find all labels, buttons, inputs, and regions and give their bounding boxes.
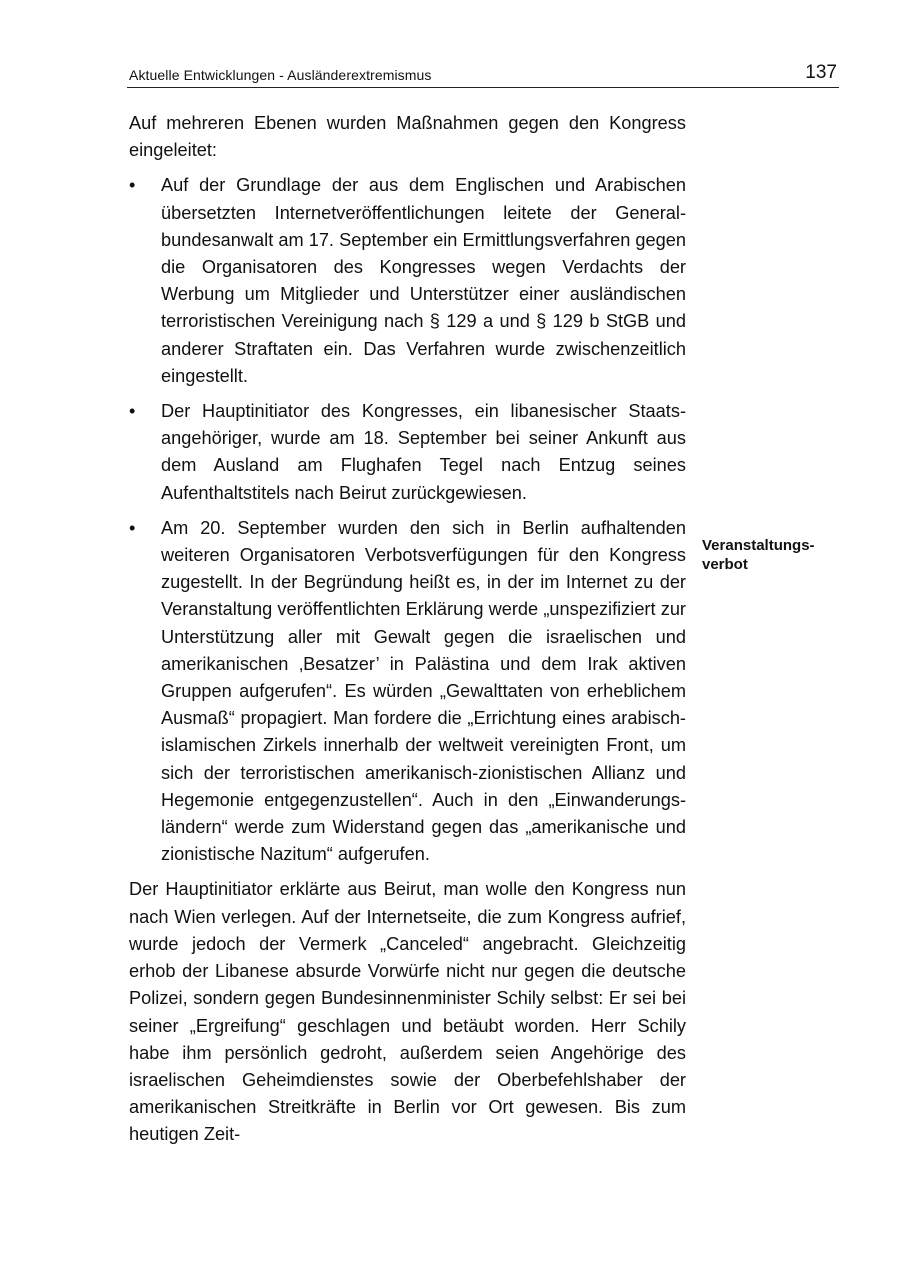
header-title: Aktuelle Entwicklungen - Ausländerextremismus <box>129 67 432 83</box>
intro-paragraph: Auf mehreren Ebenen wurden Maßnahmen gegen den Kongress eingeleitet: <box>129 113 686 161</box>
bullet-icon: • <box>129 517 136 538</box>
bullet-list <box>129 172 686 868</box>
margin-note <box>702 536 842 574</box>
bullet-text: Auf der Grundlage der aus dem Englischen und Arabischen übersetzten Internetveröffentlichungen leitete der Generalbundesanwalt am 17. September ein Ermittlungsverfahren gegen die Organisatoren des Kongresses wegen Verdachts der Werbung um Mitglieder und Unterstützer einer ausländischen terroristischen Vereinigung nach § 129 a und § 129 b StGB und anderer Straftaten ein. Das Verfahren wurde zwischenzeitlich eingestellt. <box>161 175 686 386</box>
bullet-icon: • <box>129 175 136 196</box>
margin-note-line: verbot <box>702 556 748 573</box>
page-number: 137 <box>805 62 837 83</box>
bullet-icon: • <box>129 401 136 422</box>
list-item <box>129 515 686 869</box>
list-item <box>129 398 686 507</box>
body-text-column <box>129 110 686 1149</box>
bullet-text: Am 20. September wurden den sich in Berlin aufhaltenden weiteren Organisatoren Verbotsverfügungen für den Kongress zugestellt. In der Begründung heißt es, in der im Internet zu der Veranstaltung veröffentlichten Erklärung werde „unspezifiziert zur Unterstützung aller mit Gewalt gegen die israelischen und amerikanischen ‚Besatzer’ in Palästina und dem Irak aktiven Gruppen aufgerufen“. Es würden „Gewalttaten von erheblichem Ausmaß“ propagiert. Man fordere die „Errichtung eines arabisch-islamischen Zirkels innerhalb der weltweit vereinigten Front, um sich der terroristischen amerikanisch-zionistischen Allianz und Hegemonie entgegenzustellen“. Auch in den „Einwanderungsländern“ werde zum Widerstand gegen das „amerikanische und zionistische Nazitum“ aufgerufen. <box>161 517 686 865</box>
margin-note-line: Veranstaltungs- <box>702 537 815 554</box>
running-header <box>127 60 839 88</box>
closing-paragraph: Der Hauptinitiator erklärte aus Beirut, man wolle den Kongress nun nach Wien verlegen. Auf der Internetseite, die zum Kongress aufrief, wurde jedoch der Vermerk „Canceled“ angebracht. Gleichzeitig erhob der Libanese absurde Vorwürfe nicht nur gegen die deutsche Polizei, sondern gegen Bundesinnenminister Schily selbst: Er sei bei seiner „Ergreifung“ geschlagen und betäubt worden. Herr Schily habe ihm persönlich gedroht, außerdem seien Angehörige des israelischen Geheimdienstes sowie der Oberbefehlshaber der amerikanischen Streitkräfte in Berlin vor Ort gewesen. Bis zum heutigen Zeit- <box>129 879 686 1145</box>
list-item <box>129 172 686 390</box>
bullet-text: Der Hauptinitiator des Kongresses, ein libanesischer Staatsangehöriger, wurde am 18. September bei seiner Ankunft aus dem Ausland am Flughafen Tegel nach Entzug seines Aufenthaltstitels nach Beirut zurückgewiesen. <box>161 401 686 503</box>
